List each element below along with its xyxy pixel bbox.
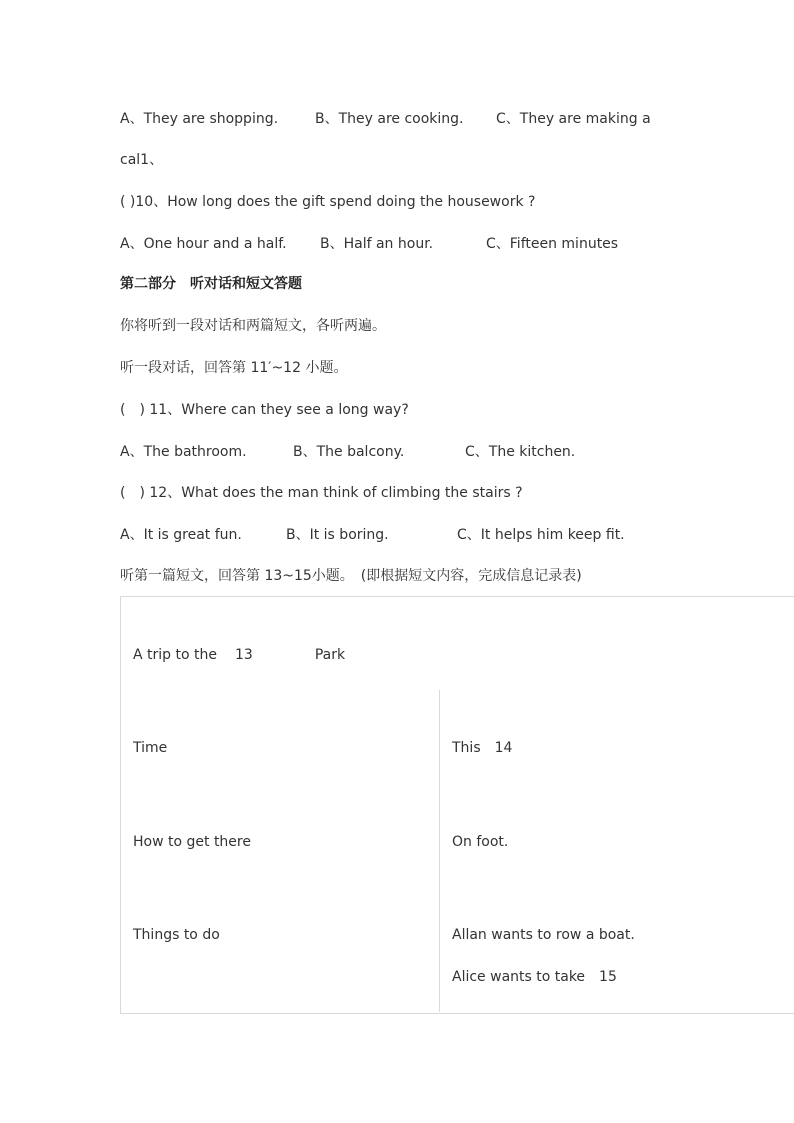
q9-option-c: C、They are making a — [496, 111, 651, 127]
q12-question: ( ) 12、What does the man think of climbing the stairs ? — [120, 485, 523, 501]
q11-question: ( ) 11、Where can they see a long way? — [120, 402, 409, 418]
q11-option-c: C、The kitchen. — [465, 444, 576, 460]
q10-option-c: C、Fifteen minutes — [486, 236, 619, 252]
table-title — [133, 645, 345, 665]
q9-continuation: cal1、 — [120, 152, 164, 168]
q10-option-a: A、One hour and a half. — [120, 236, 287, 252]
table-title-blank: 13 — [234, 647, 253, 663]
passage1-intro: 听第一篇短文，回答第 13~15小题。 (即根据短文内容，完成信息记录表) — [120, 568, 582, 584]
q12-option-a: A、It is great fun. — [120, 527, 242, 543]
q11-option-b: B、The balcony. — [293, 444, 405, 460]
q9-option-b: B、They are cooking. — [315, 111, 464, 127]
dialogue-intro: 听一段对话，回答第 11′~12 小题。 — [120, 360, 348, 376]
q10-option-b: B、Half an hour. — [320, 236, 434, 252]
q12-option-b: B、It is boring. — [286, 527, 389, 543]
part2-heading: 第二部分 听对话和短文答题 — [120, 276, 302, 292]
row-activities-label: Things to do — [133, 927, 220, 943]
q11-option-a: A、The bathroom. — [120, 444, 247, 460]
q10-question: ( )10、How long does the gift spend doing the housework ? — [120, 194, 536, 210]
part2-instruction: 你将听到一段对话和两篇短文，各听两遍。 — [120, 318, 386, 334]
table-column-divider — [439, 690, 440, 1012]
row-time-value: This 14 — [452, 740, 513, 756]
row-activities-value2: Alice wants to take 15 — [452, 969, 617, 985]
row-transport-label: How to get there — [133, 834, 251, 850]
q12-option-c: C、It helps him keep fit. — [457, 527, 625, 543]
row-activities-value: Allan wants to row a boat. — [452, 927, 635, 943]
q9-option-a: A、They are shopping. — [120, 111, 279, 127]
table-title-prefix: A trip to the — [133, 647, 217, 663]
row-time-label: Time — [133, 740, 168, 756]
row-transport-value: On foot. — [452, 834, 509, 850]
table-title-suffix: Park — [314, 647, 346, 663]
